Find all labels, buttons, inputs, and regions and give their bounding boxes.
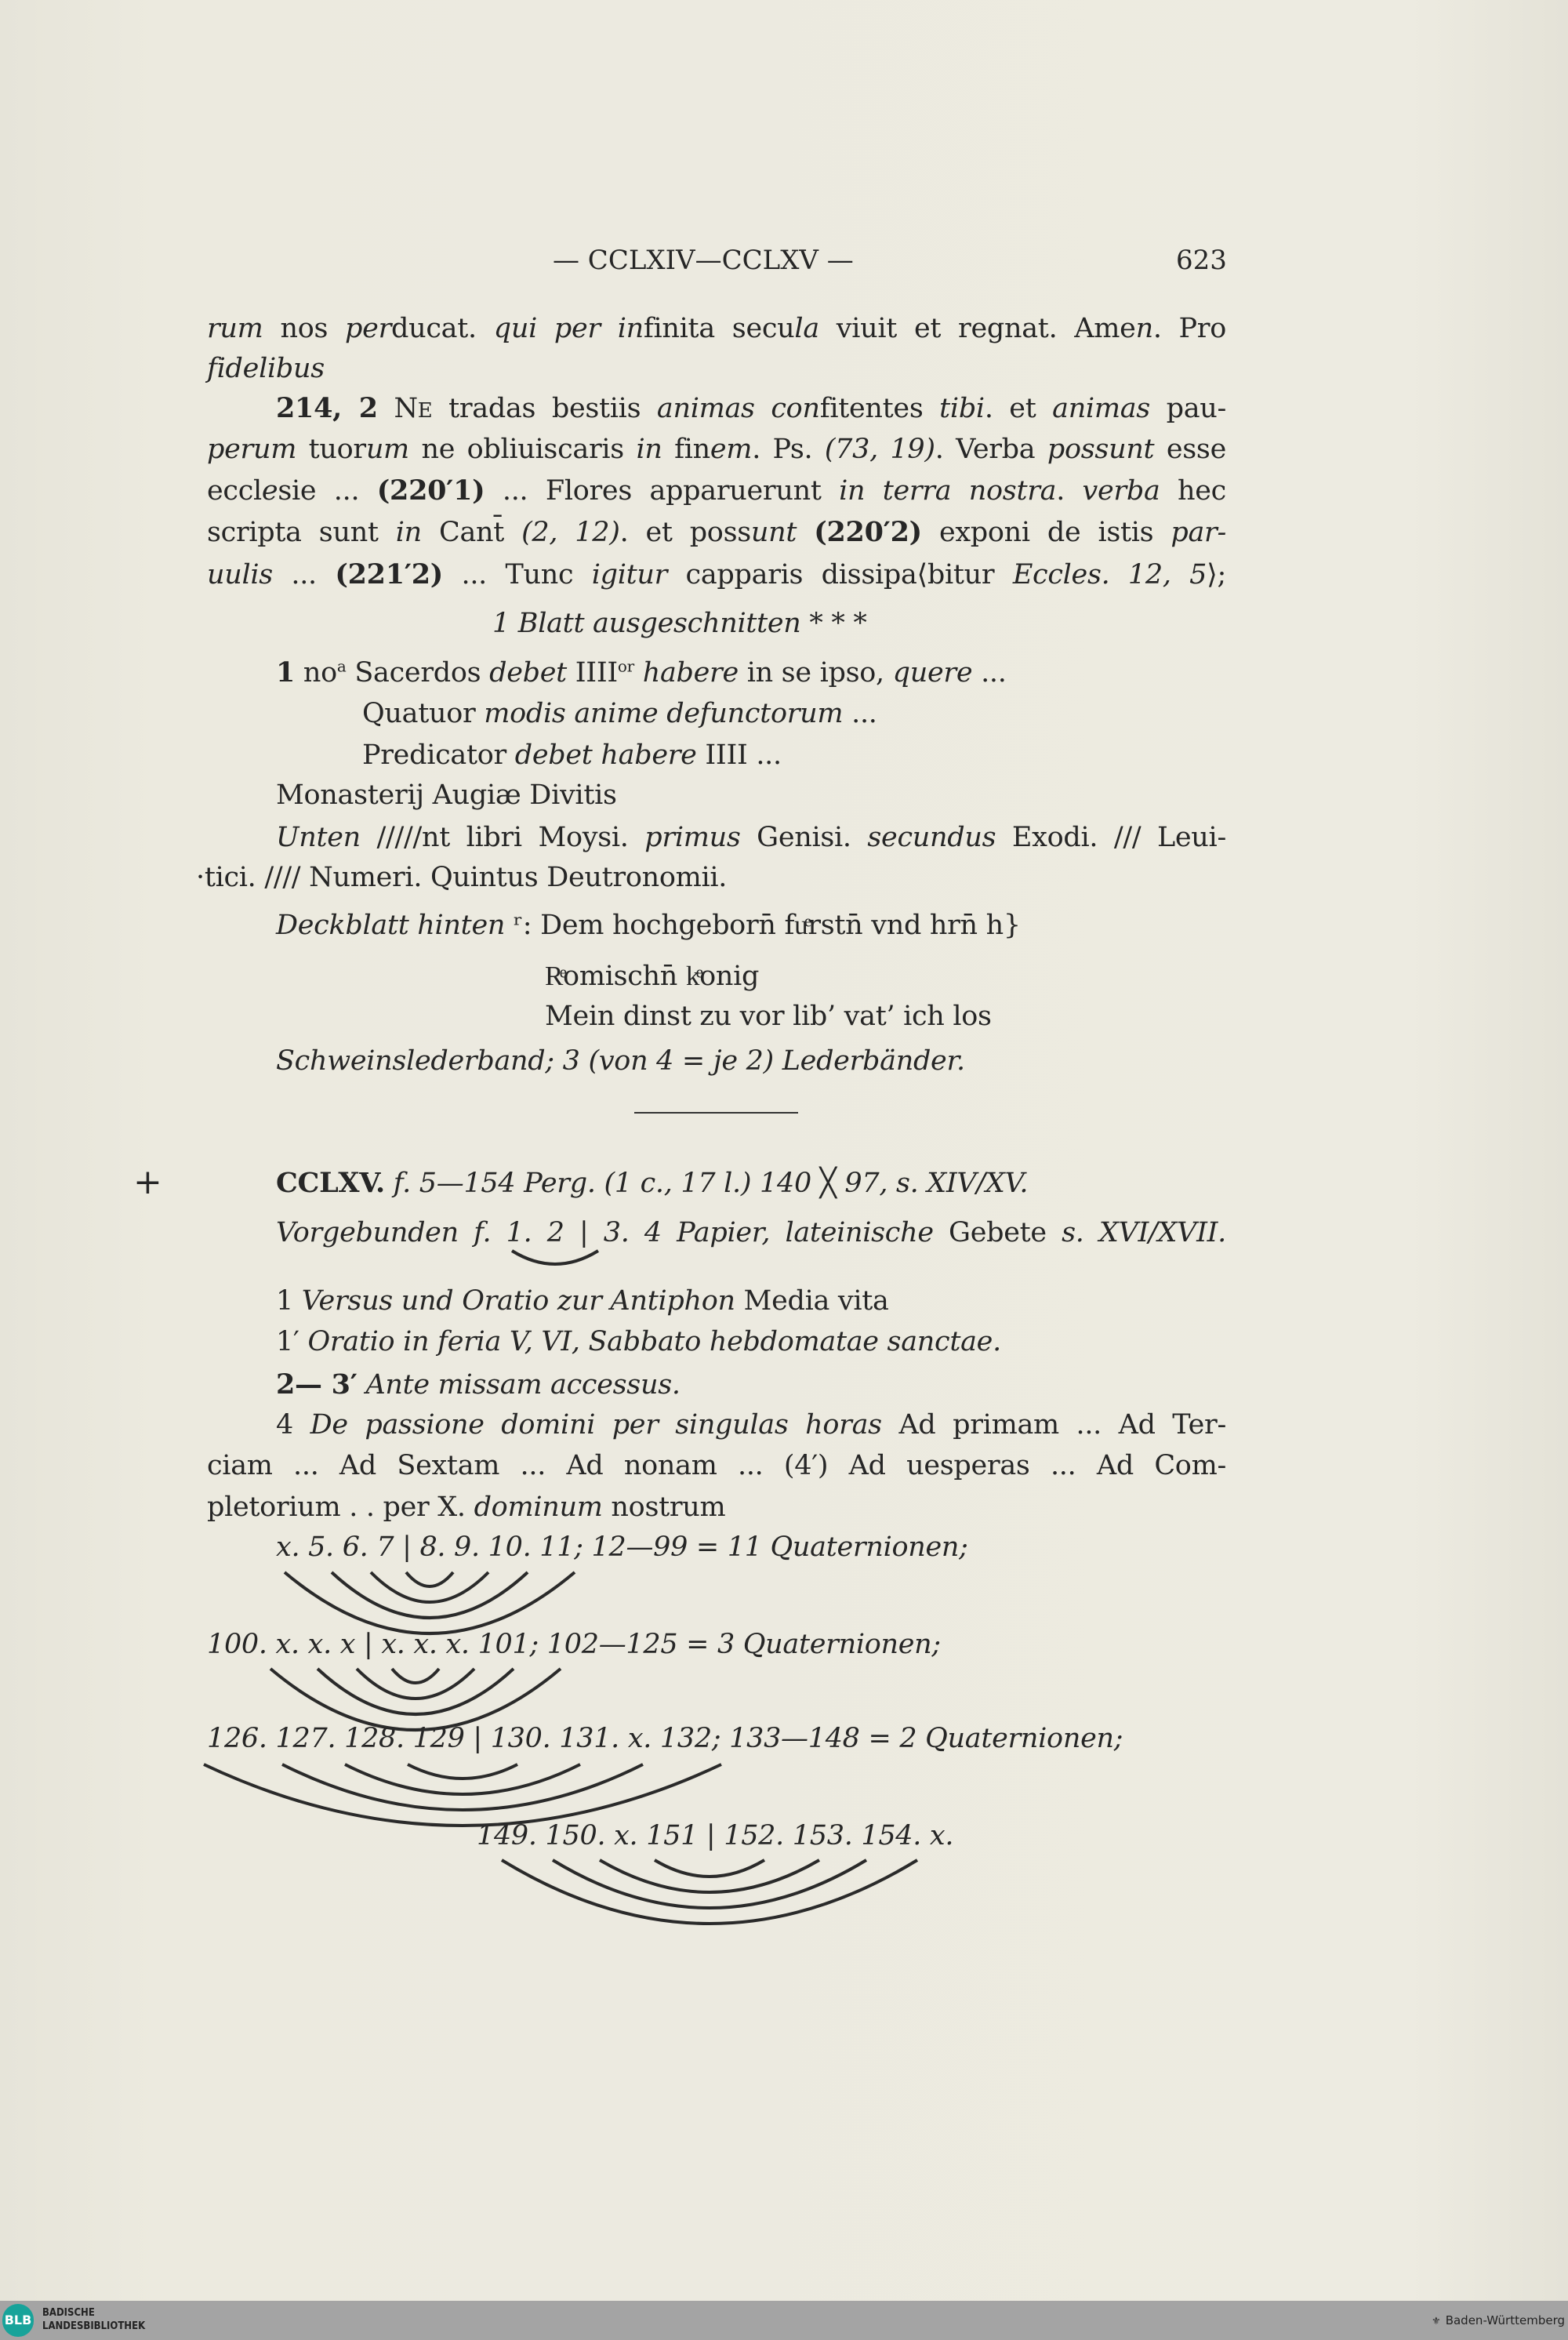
- text-segment: 126. 127. 128. 129 | 130. 131. x. 132; 133—148 = 2 Quaternionen;: [207, 1723, 1123, 1754]
- text-segment: Cant̄: [421, 517, 522, 548]
- quire-arc: [655, 1860, 764, 1877]
- blb-logo[interactable]: BLB: [2, 2304, 34, 2337]
- text-segment: debet: [489, 657, 567, 689]
- text-segment: Deckblatt hinten: [276, 910, 506, 941]
- text-segment: ... Flores apparuerunt: [485, 475, 840, 507]
- text-segment: e: [261, 475, 278, 507]
- text-segment: terra: [882, 475, 952, 507]
- text-segment: Genisi.: [740, 822, 868, 853]
- text-segment: possunt: [1047, 434, 1155, 465]
- quire-arc: [512, 1251, 598, 1264]
- text-segment: . Ps.: [752, 434, 825, 465]
- text-segment: eccl: [207, 475, 262, 507]
- margin-plus-mark: +: [133, 1162, 162, 1202]
- text-segment: in: [617, 313, 644, 344]
- text-segment: tibi: [939, 393, 985, 424]
- text-segment: Predicator: [362, 739, 515, 771]
- text-segment: *: [800, 608, 832, 639]
- crest-icon: ⚜: [1432, 2316, 1441, 2327]
- text-segment: x. 5. 6. 7 | 8. 9. 10. 11; 12—99 = 11 Quaternionen;: [276, 1532, 968, 1563]
- text-segment: pau-: [1149, 393, 1226, 424]
- page-number: 623: [1176, 245, 1227, 276]
- library-name-line-2: LANDESBIBLIOTHEK: [42, 2320, 146, 2332]
- text-segment: or: [617, 656, 634, 676]
- text-segment: Media vita: [735, 1285, 889, 1317]
- text-segment: ... Tunc: [443, 559, 592, 590]
- text-segment: ducat.: [391, 313, 494, 344]
- text-segment: N: [377, 393, 418, 424]
- text-segment: Quatuor: [362, 698, 485, 729]
- text-segment: anime defunctorum: [574, 698, 844, 729]
- text-segment: 1′: [276, 1326, 299, 1357]
- running-title: — CCLXIV—CCLXV —: [553, 245, 854, 276]
- text-segment: fidelibus: [207, 353, 325, 384]
- quire-arc: [332, 1572, 528, 1618]
- text-segment: la: [794, 313, 819, 344]
- text-segment: (73, 19): [824, 434, 935, 465]
- text-segment: 4: [276, 1409, 293, 1441]
- baden-wuerttemberg-logo[interactable]: [1432, 2307, 1565, 2335]
- text-segment: perum: [207, 434, 297, 465]
- text-segment: tuor: [296, 434, 366, 465]
- text-segment: ...: [272, 559, 336, 590]
- quire-arc: [392, 1669, 439, 1683]
- text-segment: De passione domini per singulas horas: [292, 1409, 882, 1441]
- text-segment: (220′1): [376, 474, 485, 507]
- text-segment: ciam ... Ad Sextam ... Ad nonam ... (4′) Ad uesperas ... Ad Com-: [207, 1450, 1226, 1481]
- text-segment: hec: [1160, 475, 1226, 507]
- text-segment: Rͤomischn̄ kͤonig: [545, 961, 760, 992]
- text-segment: uulis: [207, 559, 273, 590]
- text-segment: par-: [1171, 517, 1226, 548]
- text-segment: primus: [644, 822, 741, 853]
- text-segment: Ante missam accessus.: [357, 1369, 681, 1401]
- text-segment: em: [710, 434, 753, 465]
- text-segment: CCLXV.: [276, 1167, 385, 1199]
- text-segment: scripta: [207, 517, 302, 548]
- text-segment: sunt: [301, 517, 396, 548]
- state-label: Baden-Württemberg: [1445, 2313, 1565, 2327]
- text-segment: secundus: [867, 822, 996, 853]
- text-segment: Exodi. /// Leui-: [996, 822, 1226, 853]
- text-segment: Oratio in feria V, VI, Sabbato hebdomatae sanctae.: [299, 1326, 1001, 1357]
- text-segment: dominum: [474, 1492, 603, 1523]
- text-segment: ne obliuiscaris: [408, 434, 637, 465]
- text-segment: quere: [892, 657, 973, 689]
- quire-arc: [318, 1669, 514, 1714]
- text-segment: (220′2): [814, 516, 922, 548]
- text-segment: verba: [1082, 475, 1160, 507]
- text-segment: Schweinslederband; 3 (von 4 = je 2) Lederbänder.: [276, 1045, 965, 1077]
- text-segment: *: [831, 608, 845, 639]
- text-segment: Monasterij: [276, 779, 424, 811]
- text-segment: in: [395, 517, 422, 548]
- text-segment: fitentes: [819, 393, 940, 424]
- text-segment: Versus und Oratio zur Antiphon: [292, 1285, 735, 1317]
- text-segment: um: [365, 434, 409, 465]
- text-segment: no: [295, 657, 337, 689]
- text-segment: . Pro: [1152, 313, 1226, 344]
- text-segment: Vorgebunden f. 1. 2 | 3. 4 Papier, lateinische: [276, 1217, 934, 1248]
- text-segment: viuit et regnat. Ame: [818, 313, 1136, 344]
- text-segment: 1 Blatt ausgeschnitten: [492, 608, 801, 639]
- text-segment: (221′2): [335, 558, 444, 590]
- text-segment: 100. x. x. x | x. x. x. 101; 102—125 = 3 Quaternionen;: [207, 1629, 941, 1660]
- text-segment: IIII: [566, 657, 618, 689]
- quire-arc: [553, 1860, 866, 1908]
- text-segment: .: [1056, 475, 1083, 507]
- text-segment: Eccles. 12, 5: [1012, 559, 1207, 590]
- text-segment: fin: [662, 434, 710, 465]
- text-segment: n: [1135, 313, 1153, 344]
- text-segment: Sacerdos: [346, 657, 490, 689]
- text-segment: Unten: [276, 822, 361, 853]
- text-segment: con: [771, 393, 820, 424]
- text-segment: nostra: [968, 475, 1057, 507]
- text-segment: Gebete: [933, 1217, 1062, 1248]
- text-segment: in se ipso,: [738, 657, 893, 689]
- text-segment: ·tici. //// Numeri. Quintus Deutronomii.: [196, 862, 728, 893]
- text-segment: per: [554, 313, 601, 344]
- text-segment: f. 5—154 Perg. (1 c., 17 l.) 140 ╳ 97, s. XIV/XV.: [384, 1168, 1029, 1199]
- text-segment: rum: [207, 313, 263, 344]
- text-segment: finita secu: [643, 313, 795, 344]
- text-segment: habere: [642, 657, 739, 689]
- text-segment: Augiæ Divitis: [423, 779, 617, 811]
- text-segment: ʳ:: [505, 910, 541, 941]
- text-segment: unt: [750, 517, 797, 548]
- text-segment: habere: [601, 739, 697, 771]
- text-segment: animas: [656, 393, 755, 424]
- text-segment: 2— 3′: [276, 1368, 358, 1401]
- text-segment: Mein dinst zu vor lib’ vat’ ich los: [545, 1001, 992, 1032]
- quire-arc: [408, 1764, 517, 1779]
- text-segment: ...: [843, 698, 877, 729]
- text-segment: ...: [972, 657, 1007, 689]
- library-name: [42, 2306, 145, 2333]
- text-segment: qui: [493, 313, 537, 344]
- text-segment: debet: [514, 739, 593, 771]
- text-segment: 1: [276, 1285, 293, 1317]
- text-segment: ⟩;: [1207, 559, 1226, 590]
- text-segment: /////nt libri Moysi.: [360, 822, 645, 853]
- text-segment: modis: [484, 698, 566, 729]
- text-segment: esse: [1154, 434, 1226, 465]
- text-segment: 149. 150. x. 151 | 152. 153. 154. x.: [477, 1820, 954, 1851]
- text-segment: exponi de istis: [921, 517, 1171, 548]
- text-segment: per: [345, 313, 391, 344]
- quire-arc: [406, 1572, 453, 1586]
- text-segment: . et poss: [619, 517, 751, 548]
- text-segment: Dem hochgeborn̄ fuͤrstn̄ vnd hrn̄ h}: [540, 910, 1021, 941]
- quire-arc: [282, 1764, 643, 1810]
- text-segment: 214, 2: [276, 392, 378, 424]
- text-segment: capparis dissipa⟨bitur: [667, 559, 1013, 590]
- text-segment: E: [417, 399, 433, 423]
- library-name-line-1: BADISCHE: [42, 2307, 95, 2319]
- text-segment: . et: [984, 393, 1053, 424]
- text-segment: sie ...: [278, 475, 377, 507]
- text-segment: Ad primam ... Ad Ter-: [881, 1409, 1226, 1441]
- text-segment: tradas bestiis: [432, 393, 657, 424]
- text-segment: igitur: [591, 559, 668, 590]
- text-segment: pletorium . . per X.: [207, 1492, 474, 1523]
- text-segment: nostrum: [602, 1492, 726, 1523]
- text-segment: in: [839, 475, 866, 507]
- text-segment: . Verba: [935, 434, 1047, 465]
- text-segment: s. XVI/XVII.: [1062, 1217, 1226, 1248]
- text-segment: animas: [1052, 393, 1150, 424]
- text-segment: *: [844, 608, 867, 639]
- text-segment: IIII ...: [696, 739, 782, 771]
- text-segment: a: [336, 656, 347, 676]
- text-segment: 1: [276, 656, 296, 689]
- text-segment: in: [636, 434, 662, 465]
- text-segment: nos: [263, 313, 346, 344]
- footer-bar: [0, 2301, 1568, 2340]
- text-segment: (2, 12): [521, 517, 620, 548]
